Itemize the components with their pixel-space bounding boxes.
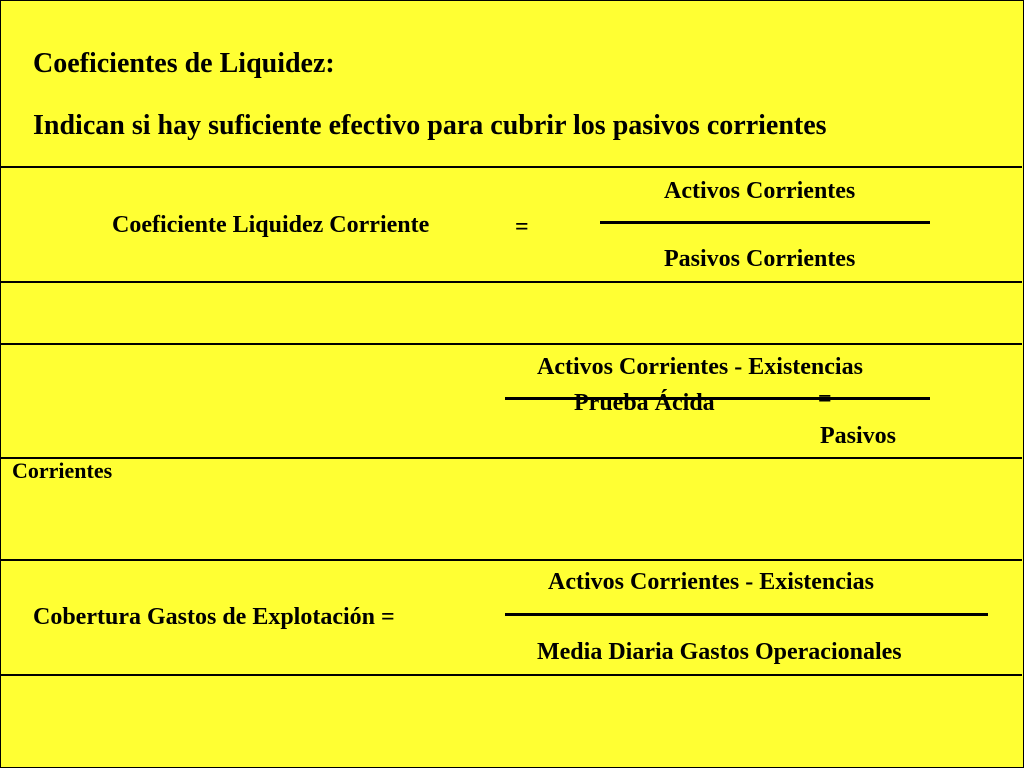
prueba-acida-label: Prueba Ácida bbox=[574, 390, 715, 416]
liquidez-denominator: Pasivos Corrientes bbox=[664, 246, 856, 272]
cobertura-numerator: Activos Corrientes - Existencias bbox=[548, 569, 874, 595]
cobertura-label: Cobertura Gastos de Explotación = bbox=[33, 604, 395, 630]
prueba-acida-denominator-part2: Corrientes bbox=[12, 458, 113, 483]
cobertura-fraction-bar bbox=[505, 613, 988, 616]
liquidez-label: Coeficiente Liquidez Corriente bbox=[112, 212, 430, 238]
cobertura-denominator: Media Diaria Gastos Operacionales bbox=[537, 639, 902, 665]
liquidez-equals: = bbox=[515, 214, 529, 240]
prueba-acida-denominator-part1: Pasivos bbox=[820, 423, 897, 449]
slide-subheading: Indican si hay suficiente efectivo para cubrir los pasivos corrientes bbox=[33, 110, 827, 141]
prueba-acida-equals: = bbox=[818, 386, 832, 412]
liquidez-fraction-bar bbox=[600, 221, 930, 224]
slide-heading: Coeficientes de Liquidez: bbox=[33, 48, 335, 79]
liquidez-numerator: Activos Corrientes bbox=[664, 178, 856, 204]
prueba-acida-numerator: Activos Corrientes - Existencias bbox=[537, 354, 863, 380]
prueba-acida-fraction-bar bbox=[505, 397, 930, 400]
